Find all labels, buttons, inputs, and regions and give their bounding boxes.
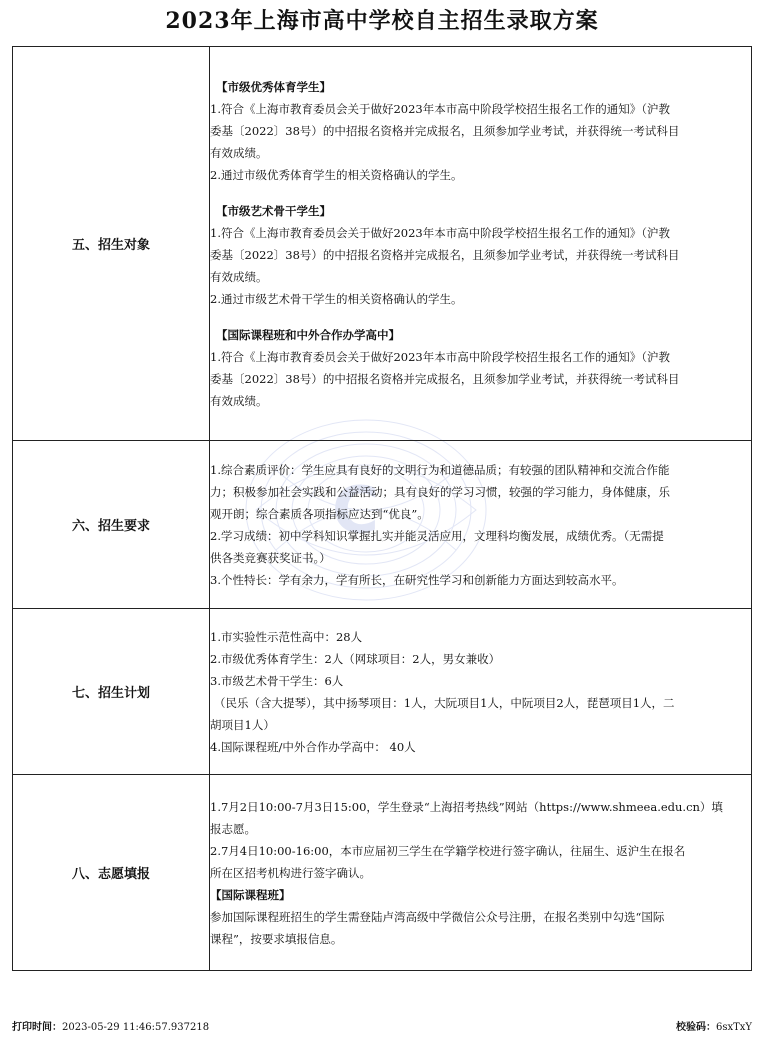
content-line: 委基〔2022〕38号）的中招报名资格并完成报名，且须参加学业考试，并获得统一考试科目: [210, 247, 680, 262]
content-line: 1.综合素质评价：学生应具有良好的文明行为和道德品质；有较强的团队精神和交流合作能: [210, 462, 670, 477]
content-line: 1.符合《上海市教育委员会关于做好2023年本市高中阶段学校招生报名工作的通知》（沪教: [210, 225, 670, 240]
row-content: [210, 775, 752, 971]
content-line: 课程”，按要求填报信息。: [210, 931, 343, 946]
section-heading: 【国际课程班】: [210, 887, 291, 902]
print-time-value: 2023-05-29 11:46:57.937218: [62, 1022, 210, 1033]
section-heading: 【市级优秀体育学生】: [216, 79, 331, 94]
content-line: 2.通过市级优秀体育学生的相关资格确认的学生。: [210, 167, 463, 182]
table-row: [13, 47, 752, 441]
table-row: [13, 441, 752, 609]
print-time-label: 打印时间：: [12, 1022, 62, 1033]
svg-text:C: C: [332, 474, 379, 548]
content-line: 力；积极参加社会实践和公益活动；具有良好的学习习惯，较强的学习能力，身体健康，乐: [210, 484, 670, 499]
content-line: 1.符合《上海市教育委员会关于做好2023年本市高中阶段学校招生报名工作的通知》（沪教: [210, 349, 670, 364]
content-line: 委基〔2022〕38号）的中招报名资格并完成报名，且须参加学业考试，并获得统一考试科目: [210, 371, 680, 386]
content-line: 委基〔2022〕38号）的中招报名资格并完成报名，且须参加学业考试，并获得统一考试科目: [210, 123, 680, 138]
row-label: 五、招生对象: [13, 47, 210, 441]
section-heading: 【国际课程班和中外合作办学高中】: [216, 327, 400, 342]
content-line: 3.个性特长：学有余力，学有所长，在研究性学习和创新能力方面达到较高水平。: [210, 572, 624, 587]
table-row: [13, 609, 752, 775]
row-content: [210, 609, 752, 775]
check-code: [676, 1018, 752, 1033]
admission-plan-table: [12, 46, 752, 971]
table-row: [13, 775, 752, 971]
section-heading: 【市级艺术骨干学生】: [216, 203, 331, 218]
content-line: 有效成绩。: [210, 145, 268, 160]
content-line: 参加国际课程班招生的学生需登陆卢湾高级中学微信公众号注册，在报名类别中勾选“国际: [210, 909, 665, 924]
content-line: 有效成绩。: [210, 269, 268, 284]
row-content: [210, 47, 752, 441]
content-line: 4.国际课程班/中外合作办学高中： 40人: [210, 739, 416, 754]
row-label: 八、志愿填报: [13, 775, 210, 971]
content-line: 2.通过市级艺术骨干学生的相关资格确认的学生。: [210, 291, 463, 306]
row-content: [210, 441, 752, 609]
content-line: 报志愿。: [210, 821, 256, 836]
check-code-label: 校验码：: [675, 1022, 716, 1033]
page-title: 2023年上海市高中学校自主招生录取方案: [165, 8, 599, 34]
row-label: 七、招生计划: [13, 609, 210, 775]
content-line: （民乐（含大提琴），其中扬琴项目：1人，大阮项目1人，中阮项目2人，琵琶项目1人，二: [214, 695, 675, 710]
content-line: 3.市级艺术骨干学生：6人: [210, 673, 344, 688]
content-line: 1.市实验性示范性高中：28人: [210, 629, 363, 644]
content-line: 2.学习成绩：初中学科知识掌握扎实并能灵活应用，文理科均衡发展，成绩优秀。（无需提: [210, 528, 664, 543]
content-line: 有效成绩。: [210, 393, 268, 408]
print-time: [12, 1018, 209, 1033]
content-line: 1.符合《上海市教育委员会关于做好2023年本市高中阶段学校招生报名工作的通知》（沪教: [210, 101, 670, 116]
content-line: 所在区招考机构进行签字确认。: [210, 865, 371, 880]
check-code-value: 6sxTxY: [715, 1022, 752, 1033]
content-line: 2.7月4日10:00-16:00，本市应届初三学生在学籍学校进行签字确认，往届生、返沪生在报名: [210, 843, 686, 858]
content-line: 供各类竞赛获奖证书。）: [210, 550, 331, 565]
content-line: 1.7月2日10:00-7月3日15:00，学生登录“上海招考热线”网站（https://www.shmeea.edu.cn）填: [210, 799, 723, 814]
content-line: 2.市级优秀体育学生：2人（网球项目：2人，男女兼收）: [210, 651, 501, 666]
content-line: 胡项目1人）: [210, 717, 275, 732]
content-line: 观开朗；综合素质各项指标应达到“优良”。: [210, 506, 429, 521]
row-label: 六、招生要求: [13, 441, 210, 609]
